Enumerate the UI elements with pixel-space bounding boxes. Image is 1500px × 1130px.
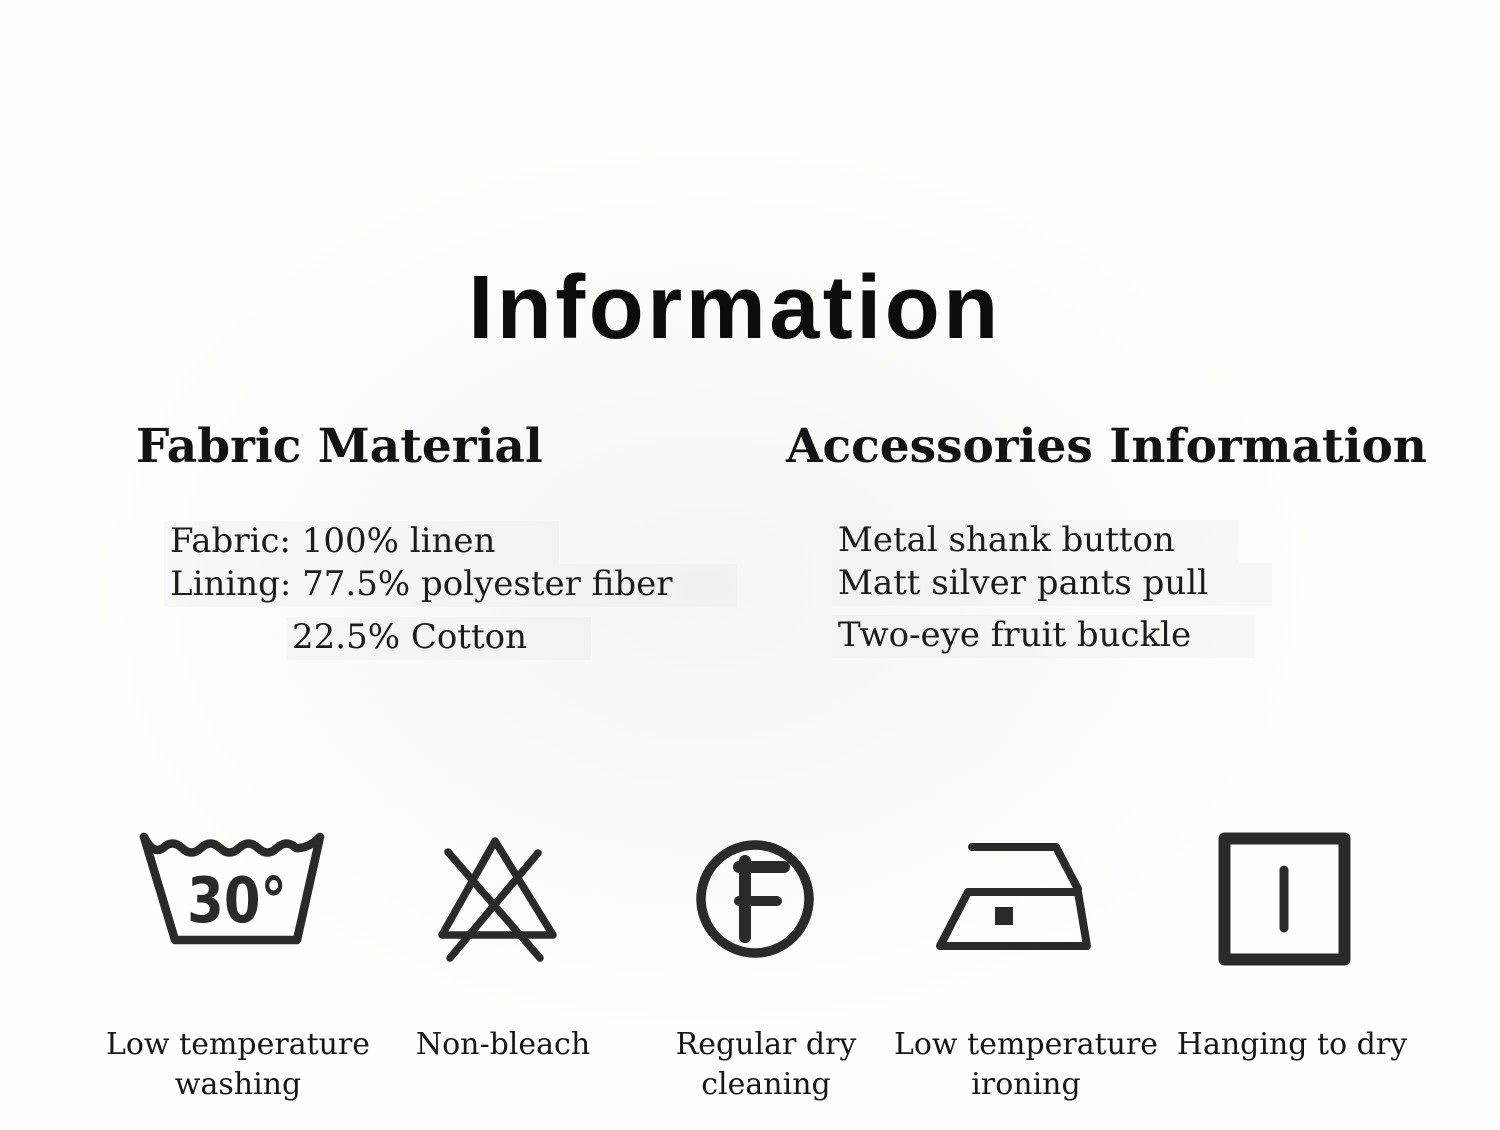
iron-low-temp-icon: [938, 838, 1094, 956]
dry-clean-letter: F: [692, 814, 693, 815]
wash-temperature-value: 30°: [187, 864, 287, 938]
fabric-line-1: Fabric: 100% linen: [164, 521, 559, 564]
accessories-information-heading: Accessories Information: [786, 419, 1427, 474]
dry-clean-f-icon: [692, 814, 818, 964]
non-bleach-label-line-1: Non-bleach: [415, 1027, 591, 1062]
fabric-line-3: 22.5% Cotton: [286, 617, 591, 660]
wash-30-label-line-1: Low temperature: [105, 1027, 371, 1062]
wash-30-label: [88, 1025, 388, 1105]
fabric-material-heading: Fabric Material: [136, 419, 543, 474]
accessories-line-2: Matt silver pants pull: [832, 563, 1272, 606]
iron-label: [876, 1025, 1176, 1105]
hang-dry-icon: [1218, 832, 1350, 964]
accessories-line-3: Two-eye fruit buckle: [832, 615, 1255, 658]
wash-30-label-line-2: washing: [174, 1067, 302, 1102]
non-bleach-icon: [438, 836, 562, 966]
hang-dry-label: [1142, 1025, 1442, 1065]
dry-clean-label: [616, 1025, 916, 1105]
fabric-line-2: Lining: 77.5% polyester fiber: [164, 564, 737, 607]
dry-clean-label-line-1: Regular dry: [675, 1027, 857, 1062]
wash-30-icon: [140, 830, 324, 948]
non-bleach-label: [353, 1025, 653, 1065]
iron-label-line-1: Low temperature: [893, 1027, 1159, 1062]
accessories-line-1: Metal shank button: [832, 520, 1239, 563]
iron-label-line-2: ironing: [971, 1067, 1081, 1102]
page-title: Information: [468, 258, 1002, 358]
hang-dry-label-line-1: Hanging to dry: [1176, 1027, 1408, 1062]
dry-clean-label-line-2: cleaning: [701, 1067, 831, 1102]
